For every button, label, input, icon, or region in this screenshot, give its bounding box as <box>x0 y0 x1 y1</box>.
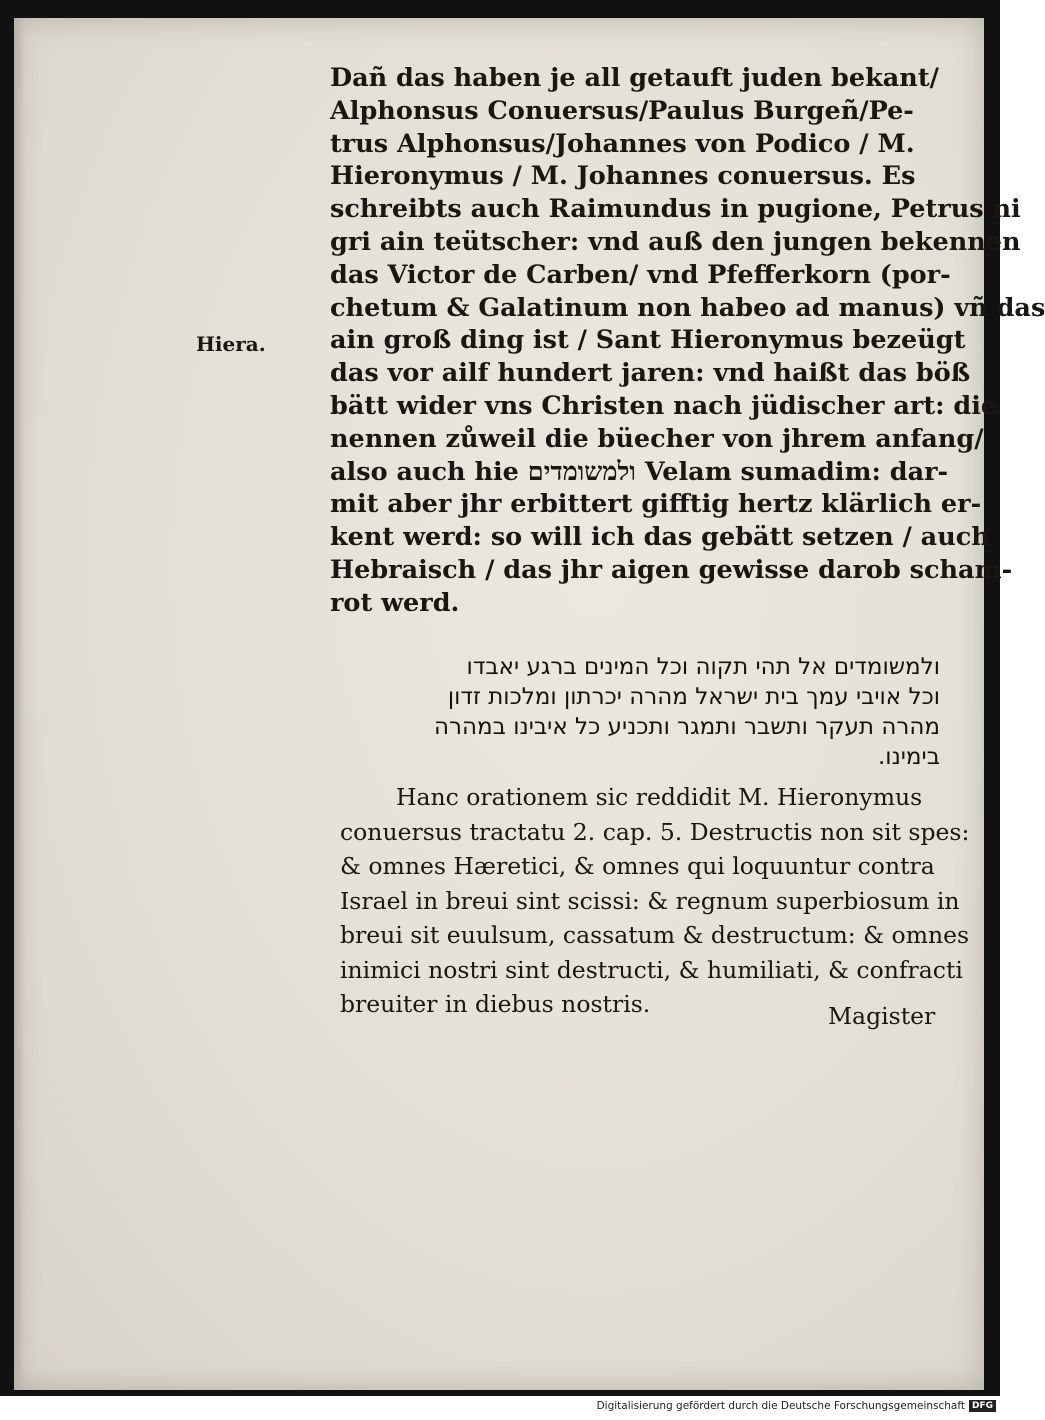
text-line: trus Alphonsus/Johannes von Podico / M. <box>330 128 915 159</box>
hebrew-line: בימינו. <box>878 744 940 770</box>
text-line: bätt wider vns Christen nach jüdischer art: die <box>330 390 998 421</box>
latin-line: Israel in breui sint scissi: & regnum superbiosum in <box>340 886 960 915</box>
text-line: Hebraisch / das jhr aigen gewisse darob scham- <box>330 554 1013 585</box>
latin-line: inimici nostri sint destructi, & humiliati, & confracti <box>340 955 963 984</box>
hebrew-line: מהרה תעקר ותשבר ותמגר ותכניע כל איבינו במהרה <box>434 714 940 740</box>
hebrew-prayer-block <box>340 652 940 772</box>
text-line: Hieronymus / M. Johannes conuersus. Es <box>330 161 916 192</box>
text-line: ain groß ding ist / Sant Hieronymus bezeügt <box>330 325 966 356</box>
text-line: kent werd: so will ich das gebätt setzen / auch <box>330 522 990 553</box>
page-gutter-edge <box>14 18 24 1390</box>
latin-line: conuersus tractatu 2. cap. 5. Destructis non sit spes: <box>340 817 970 846</box>
text-line: das vor ailf hundert jaren: vnd haißt das böß <box>330 358 971 389</box>
text-line: schreibts auch Raimundus in pugione, Petrus ni <box>330 194 1021 225</box>
dfg-logo: DFG <box>969 1400 996 1412</box>
footer-credit <box>0 1400 1000 1420</box>
text-line: chetum & Galatinum non habeo ad manus) vñ das <box>330 292 1045 323</box>
text-line: also auch hie ולמשומדים Velam sumadim: dar- <box>330 456 949 487</box>
latin-line: breui sit euulsum, cassatum & destructum: & omnes <box>340 921 970 949</box>
text-line: nennen zůweil die büecher von jhrem anfang/ <box>330 423 984 454</box>
latin-line: & omnes Hæretici, & omnes qui loquuntur contra <box>340 852 935 880</box>
latin-line: breuiter in diebus nostris. <box>340 990 651 1018</box>
latin-translation-block <box>340 780 970 1022</box>
hebrew-line: ולמשומדים אל תהי תקוה וכל המינים ברגע יאבדו <box>466 654 940 680</box>
main-text-block <box>330 62 1045 620</box>
text-line: das Victor de Carben/ vnd Pfefferkorn (por- <box>330 259 951 290</box>
text-line: mit aber jhr erbittert gifftig hertz klärlich er- <box>330 489 982 520</box>
catchword: Magister <box>828 1002 936 1030</box>
margin-note: Hiera. <box>196 332 266 356</box>
footer-text: Digitalisierung gefördert durch die Deutsche Forschungsgemeinschaft <box>596 1400 965 1412</box>
text-line: gri ain teütscher: vnd auß den jungen bekennen <box>330 226 1021 257</box>
text-line: Dañ das haben je all getauft juden bekant/ <box>330 63 939 93</box>
hebrew-line: וכל אויבי עמך בית ישראל מהרה יכרתון ומלכות זדון <box>447 684 940 710</box>
latin-line: Hanc orationem sic reddidit M. Hieronymus <box>396 783 923 811</box>
text-line: Alphonsus Conuersus/Paulus Burgeñ/Pe- <box>330 95 914 126</box>
text-line: rot werd. <box>330 587 460 618</box>
